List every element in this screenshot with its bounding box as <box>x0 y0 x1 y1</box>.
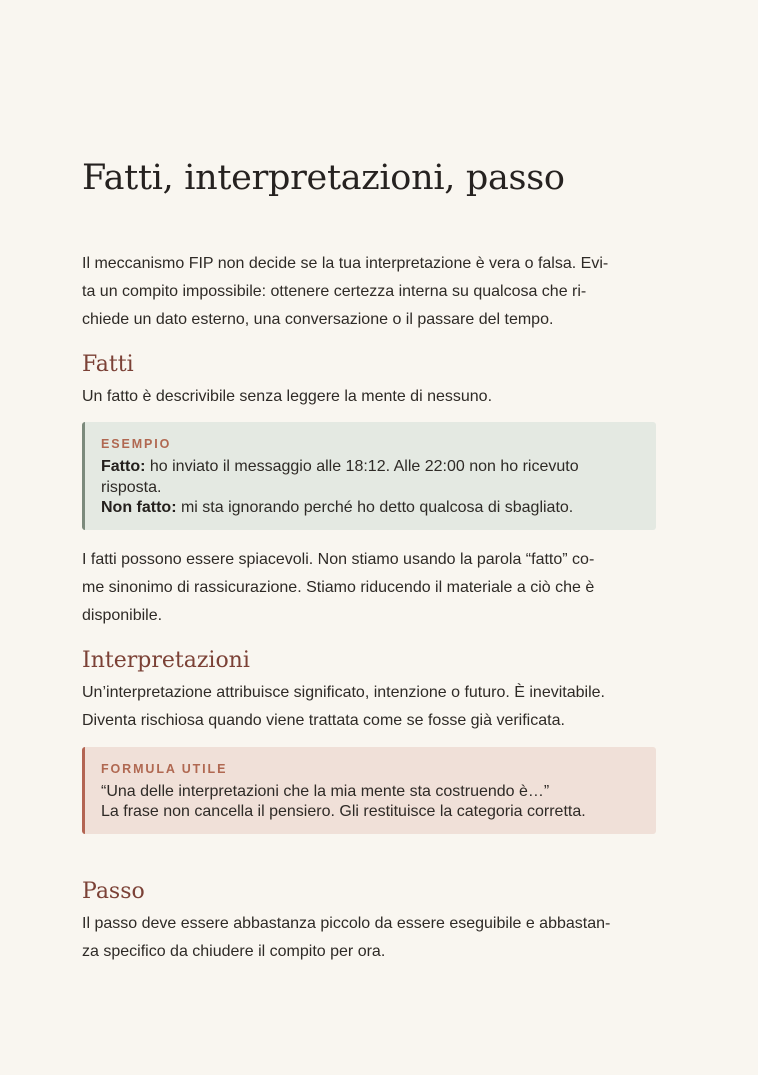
passo-line: Il passo deve essere abbastanza piccolo da essere eseguibile e abbastan- <box>82 914 611 932</box>
formula-label: FORMULA UTILE <box>101 761 228 776</box>
example-nonfact <box>101 498 640 519</box>
page-title: Fatti, interpretazioni, passo <box>82 158 565 198</box>
fatti-note-line: I fatti possono essere spiacevoli. Non stiamo usando la parola “fatto” co- <box>82 550 595 568</box>
fatti-description: Un fatto è descrivibile senza leggere la mente di nessuno. <box>82 388 493 405</box>
fatti-note-line: disponibile. <box>82 606 163 624</box>
formula-callout <box>82 747 656 834</box>
fatti-note-line: me sinonimo di rassicurazione. Stiamo riducendo il materiale a ciò che è <box>82 578 595 596</box>
intro-line: chiede un dato esterno, una conversazione o il passare del tempo. <box>82 311 554 328</box>
passo-line: za specifico da chiudere il compito per ora. <box>82 942 386 960</box>
section-heading-interpretazioni: Interpretazioni <box>82 647 250 673</box>
example-label: ESEMPIO <box>101 437 172 451</box>
fact-text-continued: risposta. <box>101 478 162 496</box>
formula-explanation: La frase non cancella il pensiero. Gli restituisce la categoria corretta. <box>101 803 586 820</box>
fact-text: ho inviato il messaggio alle 18:12. Alle 22:00 non ho ricevuto <box>145 458 579 475</box>
example-callout <box>82 422 656 530</box>
section-heading-passo: Passo <box>82 878 145 904</box>
intro-line: Il meccanismo FIP non decide se la tua interpretazione è vera o falsa. Evi- <box>82 255 609 272</box>
example-fact <box>101 457 640 498</box>
nonfact-prefix: Non fatto: <box>101 499 177 516</box>
section-heading-fatti: Fatti <box>82 352 134 377</box>
fact-prefix: Fatto: <box>101 458 146 475</box>
article <box>82 152 656 966</box>
nonfact-text: mi sta ignorando perché ho detto qualcosa di sbagliato. <box>176 499 574 516</box>
fatti-note-paragraph <box>82 546 656 630</box>
intro-paragraph <box>82 250 656 334</box>
passo-paragraph <box>82 910 656 966</box>
formula-quote: “Una delle interpretazioni che la mia mente sta costruendo è…” <box>101 782 550 800</box>
interpretazioni-paragraph <box>82 679 656 735</box>
interpretazioni-line: Un’interpretazione attribuisce significato, intenzione o futuro. È inevitabile. <box>82 683 605 701</box>
interpretazioni-line: Diventa rischiosa quando viene trattata come se fosse già verificata. <box>82 711 565 729</box>
intro-line: ta un compito impossibile: ottenere certezza interna su qualcosa che ri- <box>82 283 587 300</box>
